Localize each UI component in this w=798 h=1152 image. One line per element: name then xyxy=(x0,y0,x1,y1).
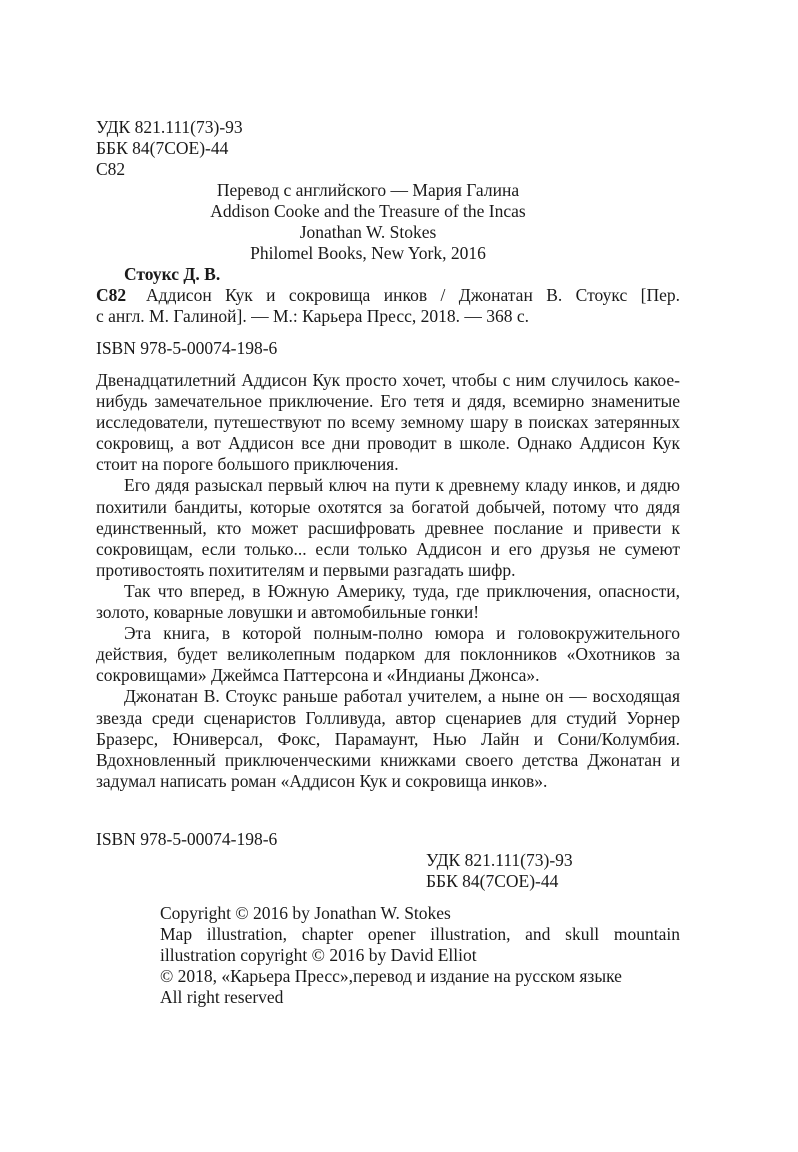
catalog-mark: С82 xyxy=(96,285,127,305)
isbn-bottom: ISBN 978-5-00074-198-6 xyxy=(96,829,278,849)
annotation-paragraph: Эта книга, в которой полным-полно юмора и головокружительного действия, будет великолепным подарком для поклонников «Охотников за сокровищами» Джеймса Паттерсона и «Индианы Джонса». xyxy=(96,623,680,686)
copyright-line: All right reserved xyxy=(160,987,284,1007)
annotation-paragraph: Джонатан В. Стоукс раньше работал учителем, а ныне он — восходящая звезда среди сценаристов Голливуда, автор сценариев для студий Уорнер Бразерс, Юниверсал, Фокс, Парамаунт, Нью Лайн и Сони/Колумбия. Вдохновленный приключенческими книжками своего детства Джонатан и задумал написать роман «Аддисон Кук и сокровища инков». xyxy=(96,686,680,791)
catalog-author: Стоукс Д. В. xyxy=(124,264,221,284)
copyright-line: © 2018, «Карьера Пресс»,перевод и издание на русском языке xyxy=(160,966,622,986)
translation-credit: Перевод с английского — Мария Галина xyxy=(216,180,520,200)
catalog-description xyxy=(96,285,680,306)
isbn-top: ISBN 978-5-00074-198-6 xyxy=(96,338,278,358)
original-edition-info xyxy=(96,180,640,264)
annotation-paragraph: Двенадцатилетний Аддисон Кук просто хочет, чтобы с ним случилось какое-нибудь замечательное приключение. Его тетя и дядя, всемирно знаменитые исследователи, путешествуют по всему земному шару в поисках затерянных сокровищ, а вот Аддисон все дни проводит в школе. Однако Аддисон Кук стоит на пороге большого приключения. xyxy=(96,370,680,475)
bbk-code: ББК 84(7СОЕ)-44 xyxy=(96,138,229,158)
udk-code: УДК 821.111(73)-93 xyxy=(426,850,573,870)
author-mark: С82 xyxy=(96,159,126,179)
catalog-description-line2: с англ. М. Галиной]. — М.: Карьера Пресс, 2018. — 368 с. xyxy=(96,306,530,326)
classification-codes-bottom xyxy=(426,850,573,892)
annotation-paragraph: Его дядя разыскал первый ключ на пути к древнему кладу инков, и дядю похитили бандиты, которые охотятся за богатой добычей, потому что дядя единственный, кто может расшифровать древнее послание и привести к сокровищам, если только... если только Аддисон и его друзья не сумеют противостоять похитителям и первыми разгадать шифр. xyxy=(96,475,680,580)
copyright-block xyxy=(160,903,680,1008)
classification-codes-top xyxy=(96,117,243,180)
catalog-description-line1: Аддисон Кук и сокровища инков / Джонатан В. Стоукс [Пер. xyxy=(146,285,680,305)
original-title: Addison Cooke and the Treasure of the Incas xyxy=(210,201,526,221)
original-author: Jonathan W. Stokes xyxy=(299,222,437,242)
original-publisher: Philomel Books, New York, 2016 xyxy=(250,243,486,263)
annotation xyxy=(96,370,680,792)
annotation-paragraph: Так что вперед, в Южную Америку, туда, где приключения, опасности, золото, коварные ловушки и автомобильные гонки! xyxy=(96,580,680,623)
udk-code: УДК 821.111(73)-93 xyxy=(96,117,243,137)
copyright-line: Map illustration, chapter opener illustration, and skull mountain illustration copyright © 2016 by David Elliot xyxy=(160,924,680,965)
copyright-line: Copyright © 2016 by Jonathan W. Stokes xyxy=(160,903,451,923)
bbk-code: ББК 84(7СОЕ)-44 xyxy=(426,871,559,891)
